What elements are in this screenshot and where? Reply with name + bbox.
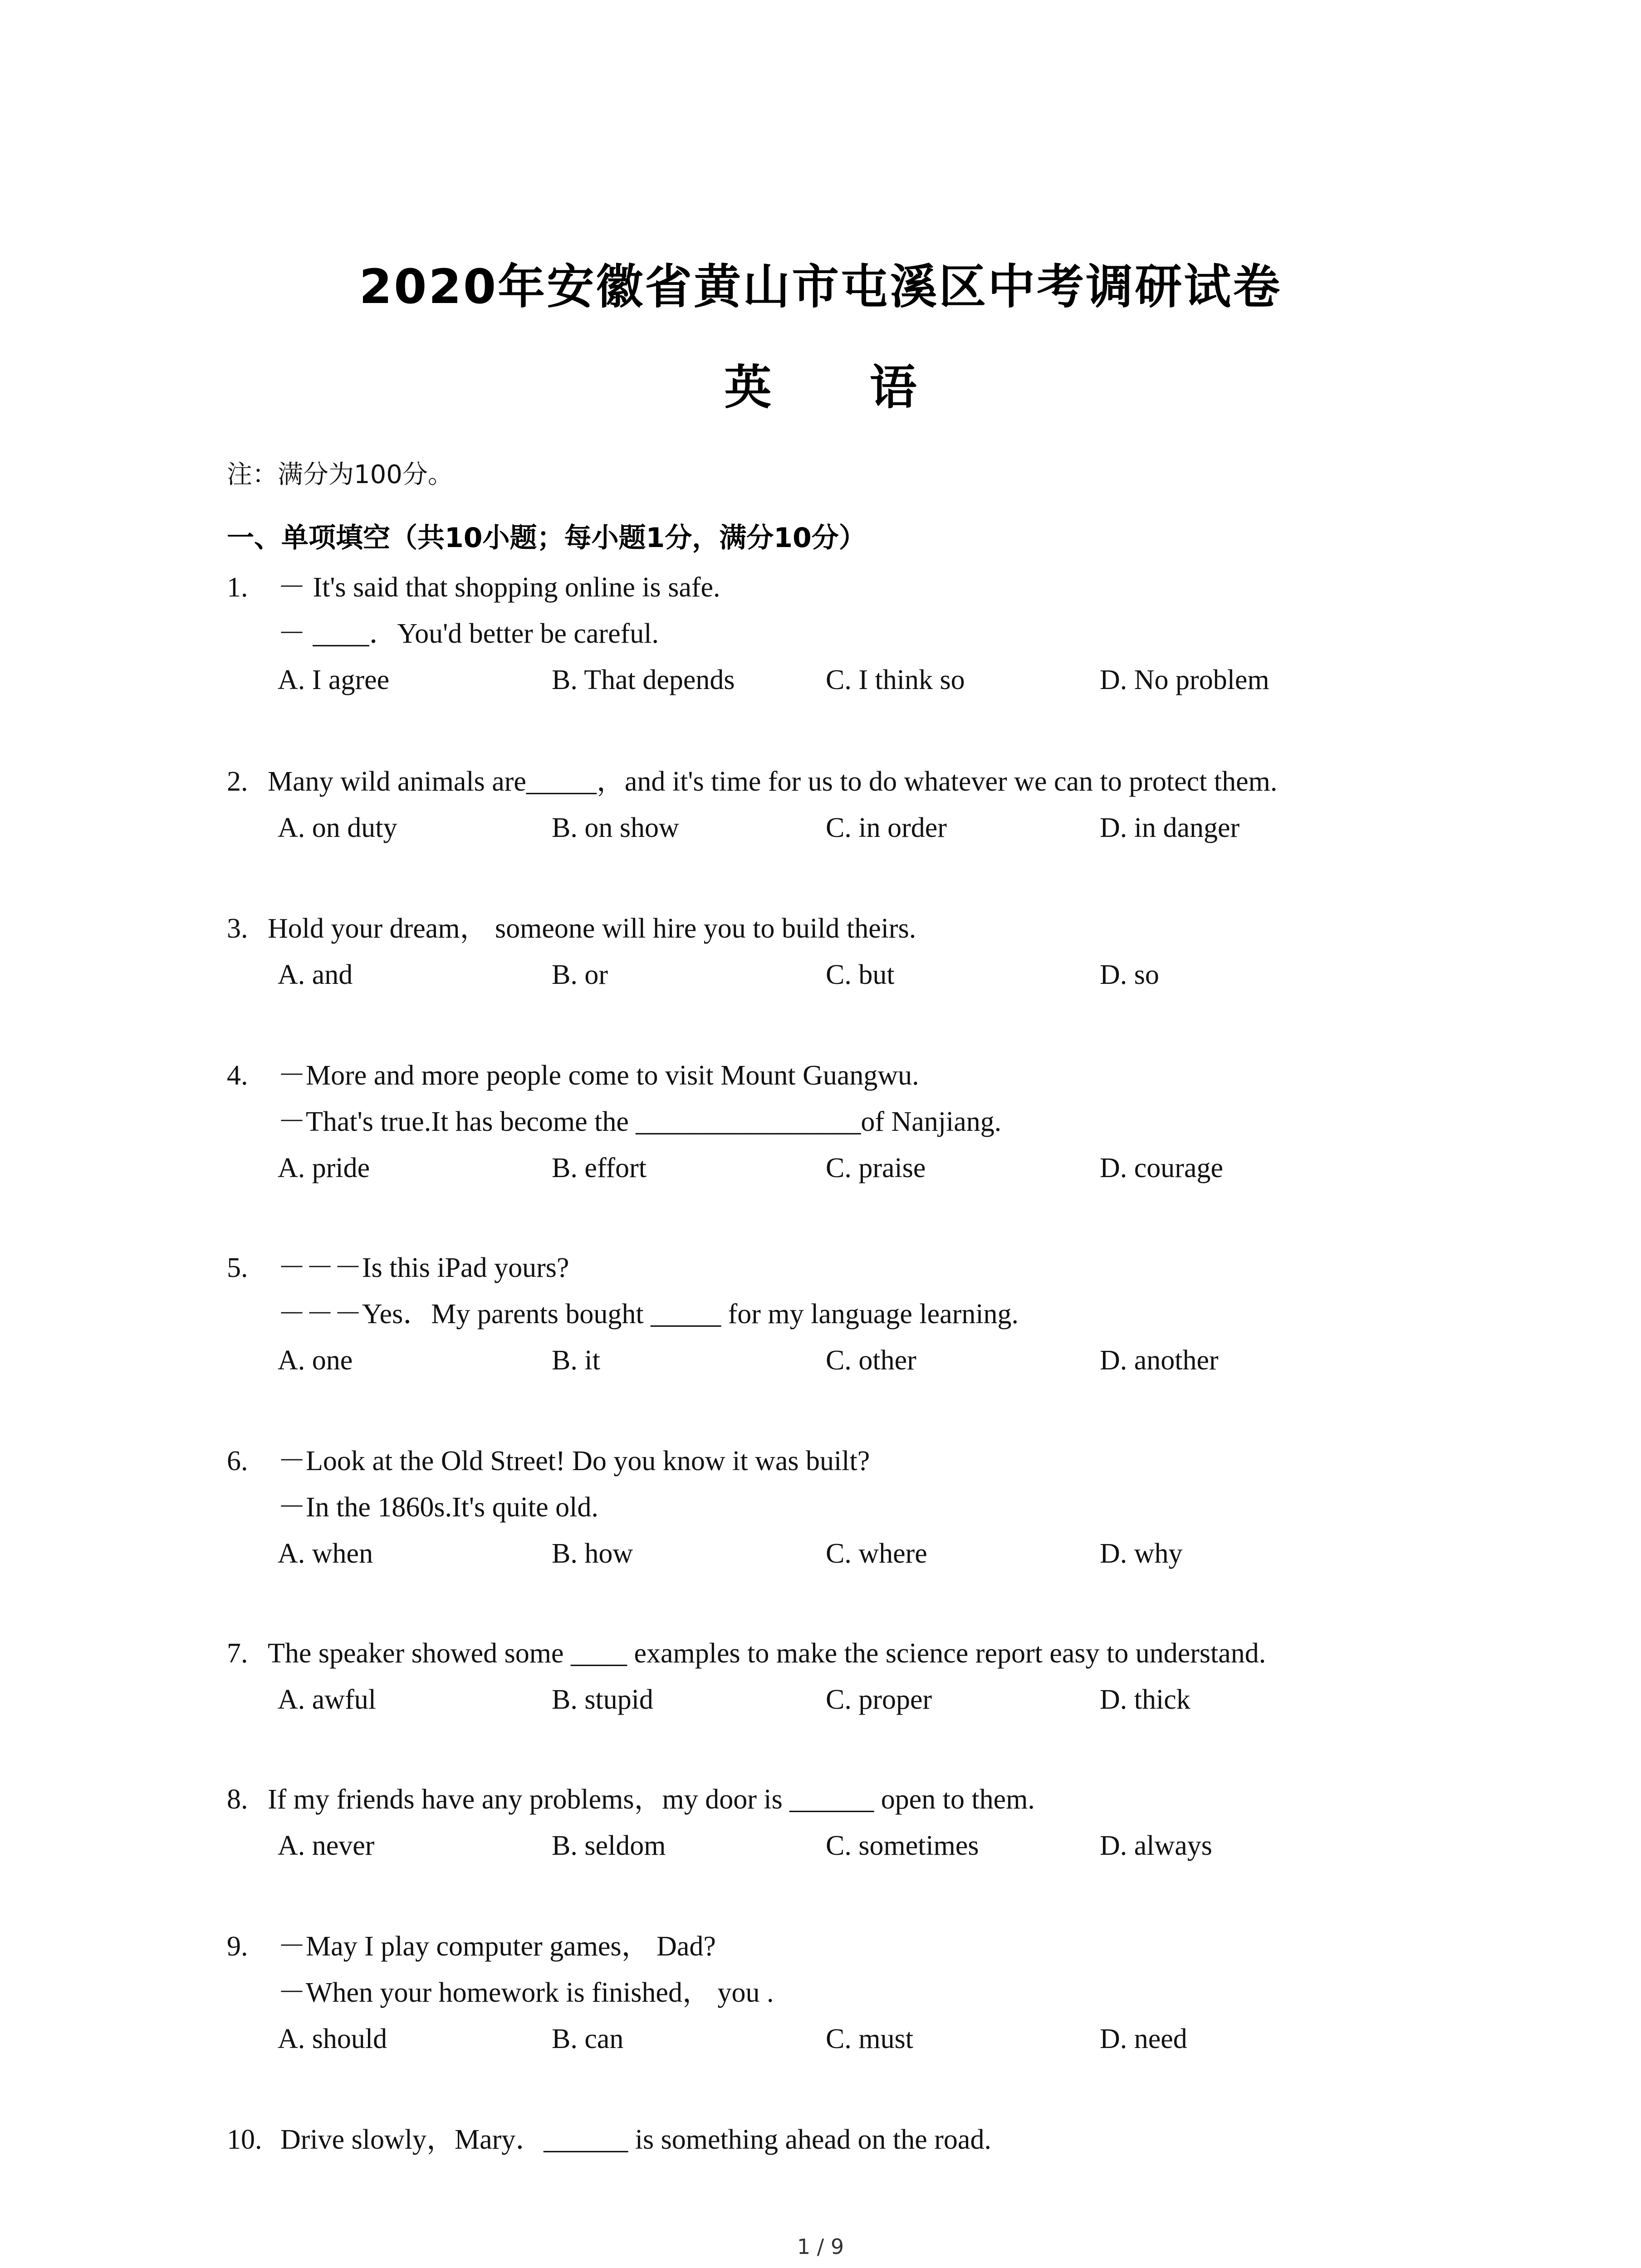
answer-option-c: C. in order — [826, 812, 947, 843]
question-text-line: －That's true.It has become the ________________of Nanjiang. — [278, 1106, 1002, 1137]
question-number: 3. — [227, 913, 248, 944]
answer-option-a: A. should — [278, 2024, 387, 2054]
question-number: 7. — [227, 1638, 248, 1669]
answer-option-b: B. effort — [552, 1153, 647, 1183]
question-number: 10. — [227, 2124, 262, 2155]
question-text-line: －－－Is this iPad yours? — [278, 1252, 569, 1283]
answer-option-c: C. I think so — [826, 665, 965, 695]
question-text-line: －When your homework is finished， you . — [278, 1977, 774, 2008]
question-text-line: －In the 1860s.It's quite old. — [278, 1492, 598, 1523]
question-text-line: －－－Yes．My parents bought _____ for my language learning. — [278, 1299, 1019, 1330]
answer-option-d: D. thick — [1100, 1684, 1190, 1715]
score-note: 注：满分为100分。 — [227, 460, 453, 489]
answer-option-a: A. one — [278, 1345, 353, 1376]
question-number: 8. — [227, 1784, 248, 1815]
answer-option-c: C. must — [826, 2024, 913, 2054]
answer-option-b: B. how — [552, 1538, 633, 1569]
answer-option-a: A. awful — [278, 1684, 376, 1715]
answer-option-a: A. pride — [278, 1153, 370, 1183]
answer-option-b: B. or — [552, 959, 608, 990]
answer-option-c: C. proper — [826, 1684, 932, 1715]
subject-title: 英 语 — [724, 360, 958, 415]
question-number: 2. — [227, 766, 248, 797]
answer-option-b: B. it — [552, 1345, 600, 1376]
question-number: 1. — [227, 572, 248, 603]
question-number: 6. — [227, 1446, 248, 1476]
question-text-line: －Look at the Old Street! Do you know it was built? — [278, 1446, 870, 1476]
answer-option-c: C. but — [826, 959, 895, 990]
question-number: 9. — [227, 1931, 248, 1962]
answer-option-a: A. on duty — [278, 812, 397, 843]
section-heading: 一、单项填空（共10小题；每小题1分，满分10分） — [227, 522, 866, 554]
answer-option-b: B. can — [552, 2024, 624, 2054]
answer-option-c: C. sometimes — [826, 1830, 979, 1861]
answer-option-b: B. on show — [552, 812, 679, 843]
question-text-line: The speaker showed some ____ examples to make the science report easy to understand. — [268, 1638, 1266, 1669]
answer-option-c: C. praise — [826, 1153, 926, 1183]
question-text-line: Many wild animals are_____，and it's time for us to do whatever we can to protect them. — [268, 766, 1278, 797]
answer-option-d: D. need — [1100, 2024, 1187, 2054]
answer-option-d: D. always — [1100, 1830, 1212, 1861]
answer-option-a: A. never — [278, 1830, 375, 1861]
answer-option-d: D. so — [1100, 959, 1159, 990]
question-text-line: － It's said that shopping online is safe. — [278, 572, 720, 603]
answer-option-d: D. another — [1100, 1345, 1219, 1376]
answer-option-a: A. when — [278, 1538, 373, 1569]
answer-option-b: B. That depends — [552, 665, 735, 695]
page-number: 1 / 9 — [797, 2234, 844, 2259]
question-text-line: Drive slowly，Mary．______ is something ahead on the road. — [280, 2124, 991, 2155]
question-text-line: －May I play computer games， Dad? — [278, 1931, 716, 1962]
answer-option-d: D. why — [1100, 1538, 1183, 1569]
answer-option-d: D. in danger — [1100, 812, 1240, 843]
question-text-line: －More and more people come to visit Mount Guangwu. — [278, 1060, 919, 1091]
answer-option-b: B. stupid — [552, 1684, 653, 1715]
answer-option-a: A. I agree — [278, 665, 390, 695]
answer-option-a: A. and — [278, 959, 353, 990]
question-text-line: Hold your dream， someone will hire you to build theirs. — [268, 913, 916, 944]
exam-title: 2020年安徽省黄山市屯溪区中考调研试卷 — [359, 259, 1282, 314]
question-text-line: － ____．You'd better be careful. — [278, 618, 659, 649]
question-text-line: If my friends have any problems，my door is ______ open to them. — [268, 1784, 1035, 1815]
answer-option-d: D. courage — [1100, 1153, 1223, 1183]
question-number: 5. — [227, 1252, 248, 1283]
answer-option-b: B. seldom — [552, 1830, 666, 1861]
answer-option-d: D. No problem — [1100, 665, 1269, 695]
answer-option-c: C. where — [826, 1538, 927, 1569]
question-number: 4. — [227, 1060, 248, 1091]
answer-option-c: C. other — [826, 1345, 916, 1376]
